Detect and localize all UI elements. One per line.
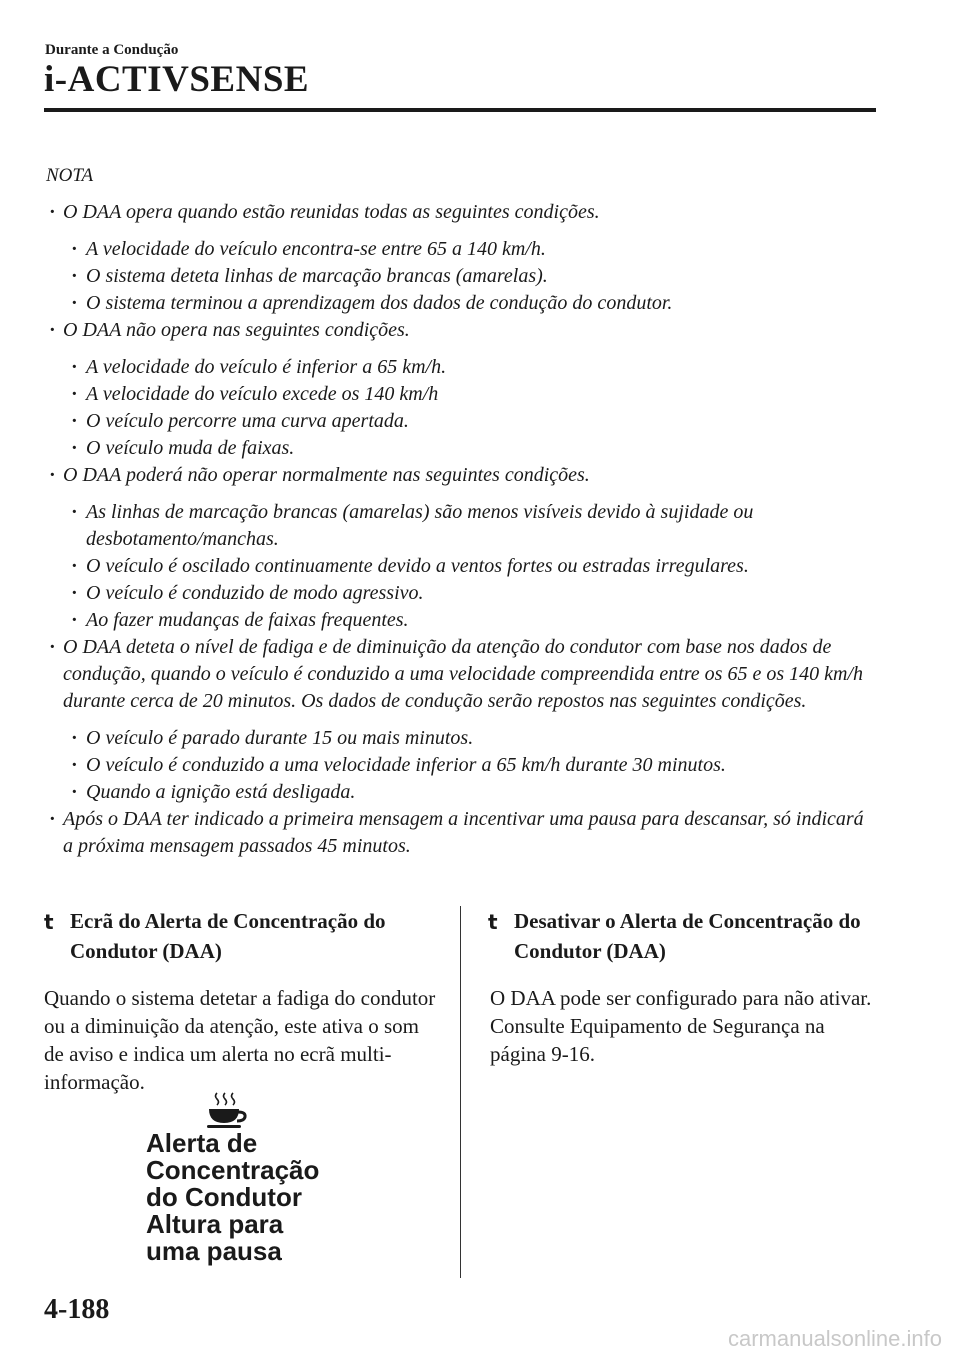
section-heading-daa-display (44, 906, 439, 966)
display-line: Alerta de (146, 1128, 258, 1158)
left-column (44, 906, 439, 1096)
nota-subbullet: · O sistema deteta linhas de marcação brancas (amarelas). (46, 263, 876, 290)
nota-sublist (46, 354, 876, 462)
section-body: O DAA pode ser configurado para não ativar. (490, 986, 872, 1010)
nota-subbullet: · A velocidade do veículo é inferior a 65 km/h. (46, 354, 876, 381)
section-heading-text: Desativar o Alerta de Concentração do Condutor (DAA) (514, 909, 861, 963)
section-marker-icon: t (44, 910, 54, 934)
daa-display-illustration (146, 1090, 386, 1270)
coffee-cup-icon (204, 1090, 248, 1130)
nota-subbullet: · O veículo é oscilado continuamente devido a ventos fortes ou estradas irregulares. (46, 553, 876, 580)
nota-subbullet: · O sistema terminou a aprendizagem dos dados de condução do condutor. (46, 290, 876, 317)
nota-subbullet: · Quando a ignição está desligada. (46, 779, 876, 806)
section-heading-daa-disable (488, 906, 883, 966)
watermark: carmanualsonline.info (727, 1326, 942, 1351)
right-column (488, 906, 883, 1068)
nota-subbullet: · As linhas de marcação brancas (amarelas) são menos visíveis devido à sujidade ou desbotamento/manchas. (46, 499, 876, 553)
header-section-label: Durante a Condução (45, 42, 179, 58)
nota-sublist (46, 499, 876, 634)
page-title: i-ACTIVSENSE (44, 59, 310, 100)
display-line: Altura para (146, 1209, 284, 1239)
nota-bullet: · O DAA poderá não operar normalmente nas seguintes condições. (46, 462, 876, 489)
nota-sublist (46, 236, 876, 317)
nota-sublist (46, 725, 876, 806)
display-line: do Condutor (146, 1182, 302, 1212)
header-divider (44, 108, 876, 112)
nota-bullet: · Após o DAA ter indicado a primeira mensagem a incentivar uma pausa para descansar, só indicará a próxima mensagem passados 45 minutos. (46, 806, 876, 860)
nota-subbullet: · Ao fazer mudanças de faixas frequentes. (46, 607, 876, 634)
nota-bullet: · O DAA deteta o nível de fadiga e de diminuição da atenção do condutor com base nos dados de condução, quando o veículo é conduzido a uma velocidade compreendida entre os 65 e os 140 km/h durante cerca de 20 minutos. Os dados de condução serão repostos nas seguintes condições. (46, 634, 876, 715)
nota-bullet: · O DAA não opera nas seguintes condições. (46, 317, 876, 344)
nota-block (46, 162, 876, 860)
display-message (146, 1130, 319, 1265)
nota-subbullet: · O veículo é parado durante 15 ou mais minutos. (46, 725, 876, 752)
display-line: Concentração (146, 1155, 320, 1185)
nota-subbullet: · O veículo é conduzido de modo agressivo. (46, 580, 876, 607)
nota-subbullet: · O veículo muda de faixas. (46, 435, 876, 462)
section-heading-text: Ecrã do Alerta de Concentração do Condutor (DAA) (70, 909, 386, 963)
section-body: Quando o sistema detetar a fadiga do condutor ou a diminuição da atenção, este ativa o som de aviso e indica um alerta no ecrã multi-informação. (44, 986, 436, 1094)
column-divider (460, 906, 461, 1278)
nota-subbullet: · O veículo percorre uma curva apertada. (46, 408, 876, 435)
section-marker-icon: t (488, 910, 498, 934)
nota-subbullet: · A velocidade do veículo excede os 140 km/h (46, 381, 876, 408)
nota-subbullet: · A velocidade do veículo encontra-se entre 65 a 140 km/h. (46, 236, 876, 263)
nota-subbullet: · O veículo é conduzido a uma velocidade inferior a 65 km/h durante 30 minutos. (46, 752, 876, 779)
display-line: uma pausa (146, 1236, 282, 1266)
nota-bullet: · O DAA opera quando estão reunidas todas as seguintes condições. (46, 199, 876, 226)
nota-label: NOTA (46, 165, 94, 186)
page-reference-text: Consulte Equipamento de Segurança na página 9-16. (490, 1014, 825, 1066)
page-number: 4-188 (44, 1294, 110, 1325)
